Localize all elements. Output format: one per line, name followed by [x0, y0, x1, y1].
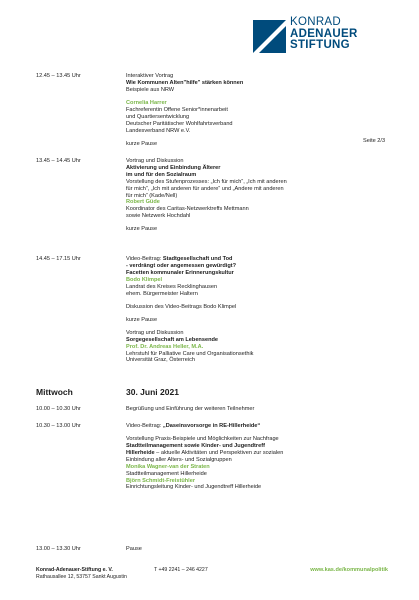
session-text-line: Vortrag und Diskussion	[126, 158, 184, 164]
session-text-line: kurze Pause	[126, 140, 158, 147]
footer-address: Rathausallee 12, 53757 Sankt Augustin	[36, 574, 127, 580]
session-text-line: Vorstellung des Stufenprozesses: „Ich für mich“, „Ich mit anderen	[126, 178, 287, 185]
logo-wordmark	[290, 17, 358, 52]
session-time: 13.45 – 14.45 Uhr	[36, 158, 81, 164]
session-content	[126, 73, 366, 148]
session-text-line: Landrat des Kreises Recklinghausen	[126, 283, 218, 290]
session-text-line: Fachreferentin Offene Senior*innenarbeit	[126, 106, 228, 113]
session-text-line: Koordinator des Caritas-Netzwerktreffs Mettmann	[126, 206, 249, 213]
session-text-line: Lehrstuhl für Palliative Care und Organisationsethik	[126, 350, 254, 357]
footer	[36, 567, 388, 581]
speaker-name: Cornelia Harrer	[126, 99, 167, 106]
session-time: 13.00 – 13.30 Uhr	[36, 546, 81, 552]
session-time: 12.45 – 13.45 Uhr	[36, 73, 81, 79]
session-title-line: - verdrängt oder angemessen gewürdigt?	[126, 262, 237, 269]
session-text-line: Landesverband NRW e.V.	[126, 127, 191, 134]
day-weekday: Mittwoch	[36, 387, 73, 397]
session-text-line: Beispiele aus NRW	[126, 86, 175, 93]
session-title-line: Video-Beitrag: „Daseinsvorsorge in RE-Hillerheide“	[126, 423, 261, 429]
session-text-line: Einbindung aller Alters- und Sozialgruppen	[126, 456, 232, 463]
session-text-line: Vortrag und Diskussion	[126, 329, 184, 336]
session-time: 10.30 – 13.00 Uhr	[36, 423, 81, 429]
session-content	[126, 406, 366, 413]
session-time: 14.45 – 17.15 Uhr	[36, 256, 81, 262]
speaker-name: Prof. Dr. Andreas Heller, M.A.	[126, 343, 204, 350]
session-text-line: kurze Pause	[126, 226, 158, 233]
speaker-name: Monika Wagner-van der Straten	[126, 463, 210, 470]
session-text-line: und Quartiersentwicklung	[126, 113, 190, 120]
speaker-name: Bodo Klimpel	[126, 276, 163, 283]
session-content	[126, 256, 366, 364]
logo-line-2: ADENAUER	[290, 27, 358, 40]
session-text-line: Vorstellung Praxis-Beispiele und Möglichkeiten zur Nachfrage	[126, 436, 279, 443]
session-text-line: Einrichtungsleitung Kinder- und Jugendtreff Hillerheide	[126, 484, 262, 491]
page-number: Seite 2/3	[363, 138, 386, 144]
session-text-line: Pause	[126, 546, 142, 552]
session-text-line: Interaktiver Vortrag	[126, 73, 174, 79]
session-text-line: Stadtteilmanagement Hillerheide	[126, 470, 207, 477]
session-text-line: Begrüßung und Einführung der weiteren Teilnehmer	[126, 406, 255, 412]
day-date: 30. Juni 2021	[126, 387, 179, 397]
footer-org: Konrad-Adenauer-Stiftung e. V.	[36, 567, 113, 573]
footer-website-link[interactable]: www.kas.de/kommunalpolitik	[310, 567, 388, 573]
session-text-line: Hillerheide – aktuelle Aktivitäten und Perspektiven zur sozialen	[126, 449, 284, 456]
session-text-line: kurze Pause	[126, 316, 158, 323]
session-title-line: Aktivierung und Einbindung Älterer	[126, 164, 221, 171]
session-content	[126, 423, 366, 491]
kas-logo	[253, 17, 413, 53]
session-title-line: im und für den Sozialraum	[126, 171, 197, 178]
session-time: 10.00 – 10.30 Uhr	[36, 406, 81, 412]
session-title-line: Video-Beitrag: Stadtgesellschaft und Tod	[126, 256, 233, 262]
speaker-name: Björn Schmidt-Freistühler	[126, 477, 195, 484]
session-title-line: Stadtteilmanagement sowie Kinder- und Jugendtreff	[126, 443, 265, 450]
session-text-line: Deutscher Paritätischer Wohlfahrtsverband	[126, 120, 233, 127]
session-title-line: Wie Kommunen Alten"hilfe" stärken können	[126, 79, 244, 86]
session-text-line: Universität Graz, Österreich	[126, 357, 196, 364]
logo-line-1: KONRAD	[290, 16, 342, 28]
session-text-line: ehem. Bürgermeister Haltern	[126, 290, 198, 297]
session-title-line: Facetten kommunaler Erinnerungskultur	[126, 269, 234, 276]
footer-phone: T +49 2241 – 246 4227	[154, 567, 208, 573]
session-text-line: Diskussion des Video-Beitrags Bodo Klimpel	[126, 303, 237, 310]
session-text-line: für mich“ (Kade/Nell)	[126, 192, 178, 199]
session-title-line: Sorgegesellschaft am Lebensende	[126, 336, 219, 343]
logo-line-3: STIFTUNG	[290, 39, 350, 51]
session-text-line: für mich“, „Ich mit anderen für andere“ und „Andere mit anderen	[126, 185, 284, 192]
session-text-line: sowie Netzwerk Hochdahl	[126, 213, 191, 220]
speaker-name: Robert Güde	[126, 199, 160, 206]
session-content	[126, 546, 366, 553]
logo-mark-icon	[253, 20, 286, 53]
session-content	[126, 158, 366, 233]
